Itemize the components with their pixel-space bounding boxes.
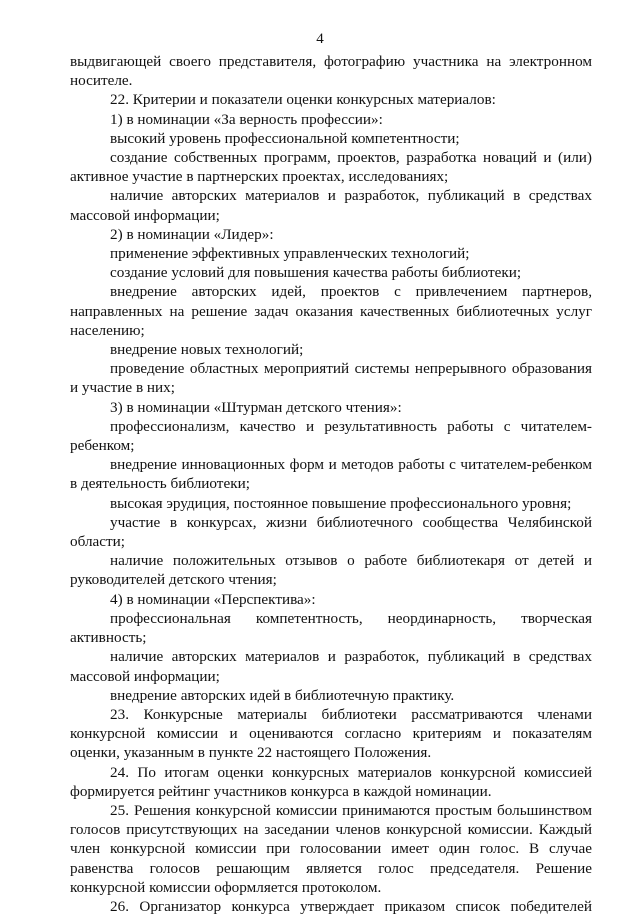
criterion-line: высокая эрудиция, постоянное повышение профессионального уровня; [110,494,572,512]
text-line: руководителей детского чтения; [70,571,277,589]
text-line: конкурсной комиссии и оцениваются согласно критериям и показателям [70,725,592,743]
paragraph-item-25 [70,801,592,897]
paragraph-item-23 [70,705,592,763]
paragraph-item-26: 26. Организатор конкурса утверждает приказом список победителей [110,897,592,915]
text-line: активность; [70,629,147,647]
criterion-paragraph [70,551,592,589]
paragraph-continued-submission [70,52,592,90]
text-line: участие в конкурсах, жизни библиотечного сообщества Челябинской [110,513,592,531]
criterion-line: высокий уровень профессиональной компетентности; [110,129,460,147]
text-line: активное участие в партнерских проектах, исследованиях; [70,168,449,186]
criterion-paragraph [70,609,592,647]
text-line: создание собственных программ, проектов, разработка новаций и (или) [110,149,592,167]
text-line: выдвигающей своего представителя, фотографию участника на электронном [70,53,592,70]
text-line: внедрение авторских идей, проектов с привлечением партнеров, [110,283,592,301]
text-line: носителе. [70,72,133,90]
text-line: оценки, указанным в пункте 22 настоящего Положения. [70,744,432,762]
criterion-paragraph [70,455,592,493]
document-body [70,52,592,916]
criterion-paragraph [70,359,592,397]
criterion-line: внедрение авторских идей в библиотечную практику. [110,686,455,704]
text-line: 25. Решения конкурсной комиссии принимаются простым большинством [110,801,592,819]
page-number: 4 [316,31,324,47]
text-line: член конкурсной комиссии при голосовании имеет один голос. В случае [70,840,592,858]
criterion-paragraph [70,148,592,186]
text-line: равенства голосов решающим является голос председателя. Решение [70,859,592,877]
criterion-paragraph [70,186,592,224]
text-line: профессиональная компетентность, неординарность, творческая [110,609,592,627]
text-line: формируется рейтинг участников конкурса в каждой номинации. [70,782,492,800]
text-line: области; [70,533,125,551]
nomination-heading-leader: 2) в номинации «Лидер»: [110,225,274,243]
text-line: наличие положительных отзывов о работе библиотекаря от детей и [110,552,592,570]
text-line: массовой информации; [70,667,220,685]
criterion-line: создание условий для повышения качества работы библиотеки; [110,264,522,282]
nomination-heading-loyalty: 1) в номинации «За верность профессии»: [110,110,383,128]
criterion-line: применение эффективных управленческих технологий; [110,245,470,263]
criterion-paragraph [70,417,592,455]
criterion-paragraph [70,513,592,551]
criterion-paragraph [70,647,592,685]
criterion-line: внедрение новых технологий; [110,341,304,359]
text-line: направленных на решение задач оказания качественных библиотечных услуг [70,302,592,320]
text-line: внедрение инновационных форм и методов работы с читателем-ребенком [110,456,592,474]
criterion-paragraph [70,282,592,340]
nomination-heading-perspective: 4) в номинации «Перспектива»: [110,590,316,608]
text-line: 23. Конкурсные материалы библиотеки рассматриваются членами [110,705,592,723]
text-line: наличие авторских материалов и разработок, публикаций в средствах [110,187,592,205]
text-line: населению; [70,321,145,339]
text-line: наличие авторских материалов и разработок, публикаций в средствах [110,648,592,666]
paragraph-item-22: 22. Критерии и показатели оценки конкурсных материалов: [110,91,496,109]
text-line: проведение областных мероприятий системы непрерывного образования [110,360,592,378]
text-line: голосов присутствующих на заседании членов конкурсной комиссии. Каждый [70,821,592,839]
nomination-heading-navigator: 3) в номинации «Штурман детского чтения»: [110,398,402,416]
paragraph-item-24 [70,763,592,801]
text-line: конкурсной комиссии оформляется протоколом. [70,878,382,896]
text-line: ребенком; [70,437,135,455]
text-line: и участие в них; [70,379,175,397]
text-line: 24. По итогам оценки конкурсных материалов конкурсной комиссией [110,763,592,781]
text-line: профессионализм, качество и результативность работы с читателем- [110,417,592,435]
text-line: массовой информации; [70,206,220,224]
text-line: в деятельность библиотеки; [70,475,250,493]
